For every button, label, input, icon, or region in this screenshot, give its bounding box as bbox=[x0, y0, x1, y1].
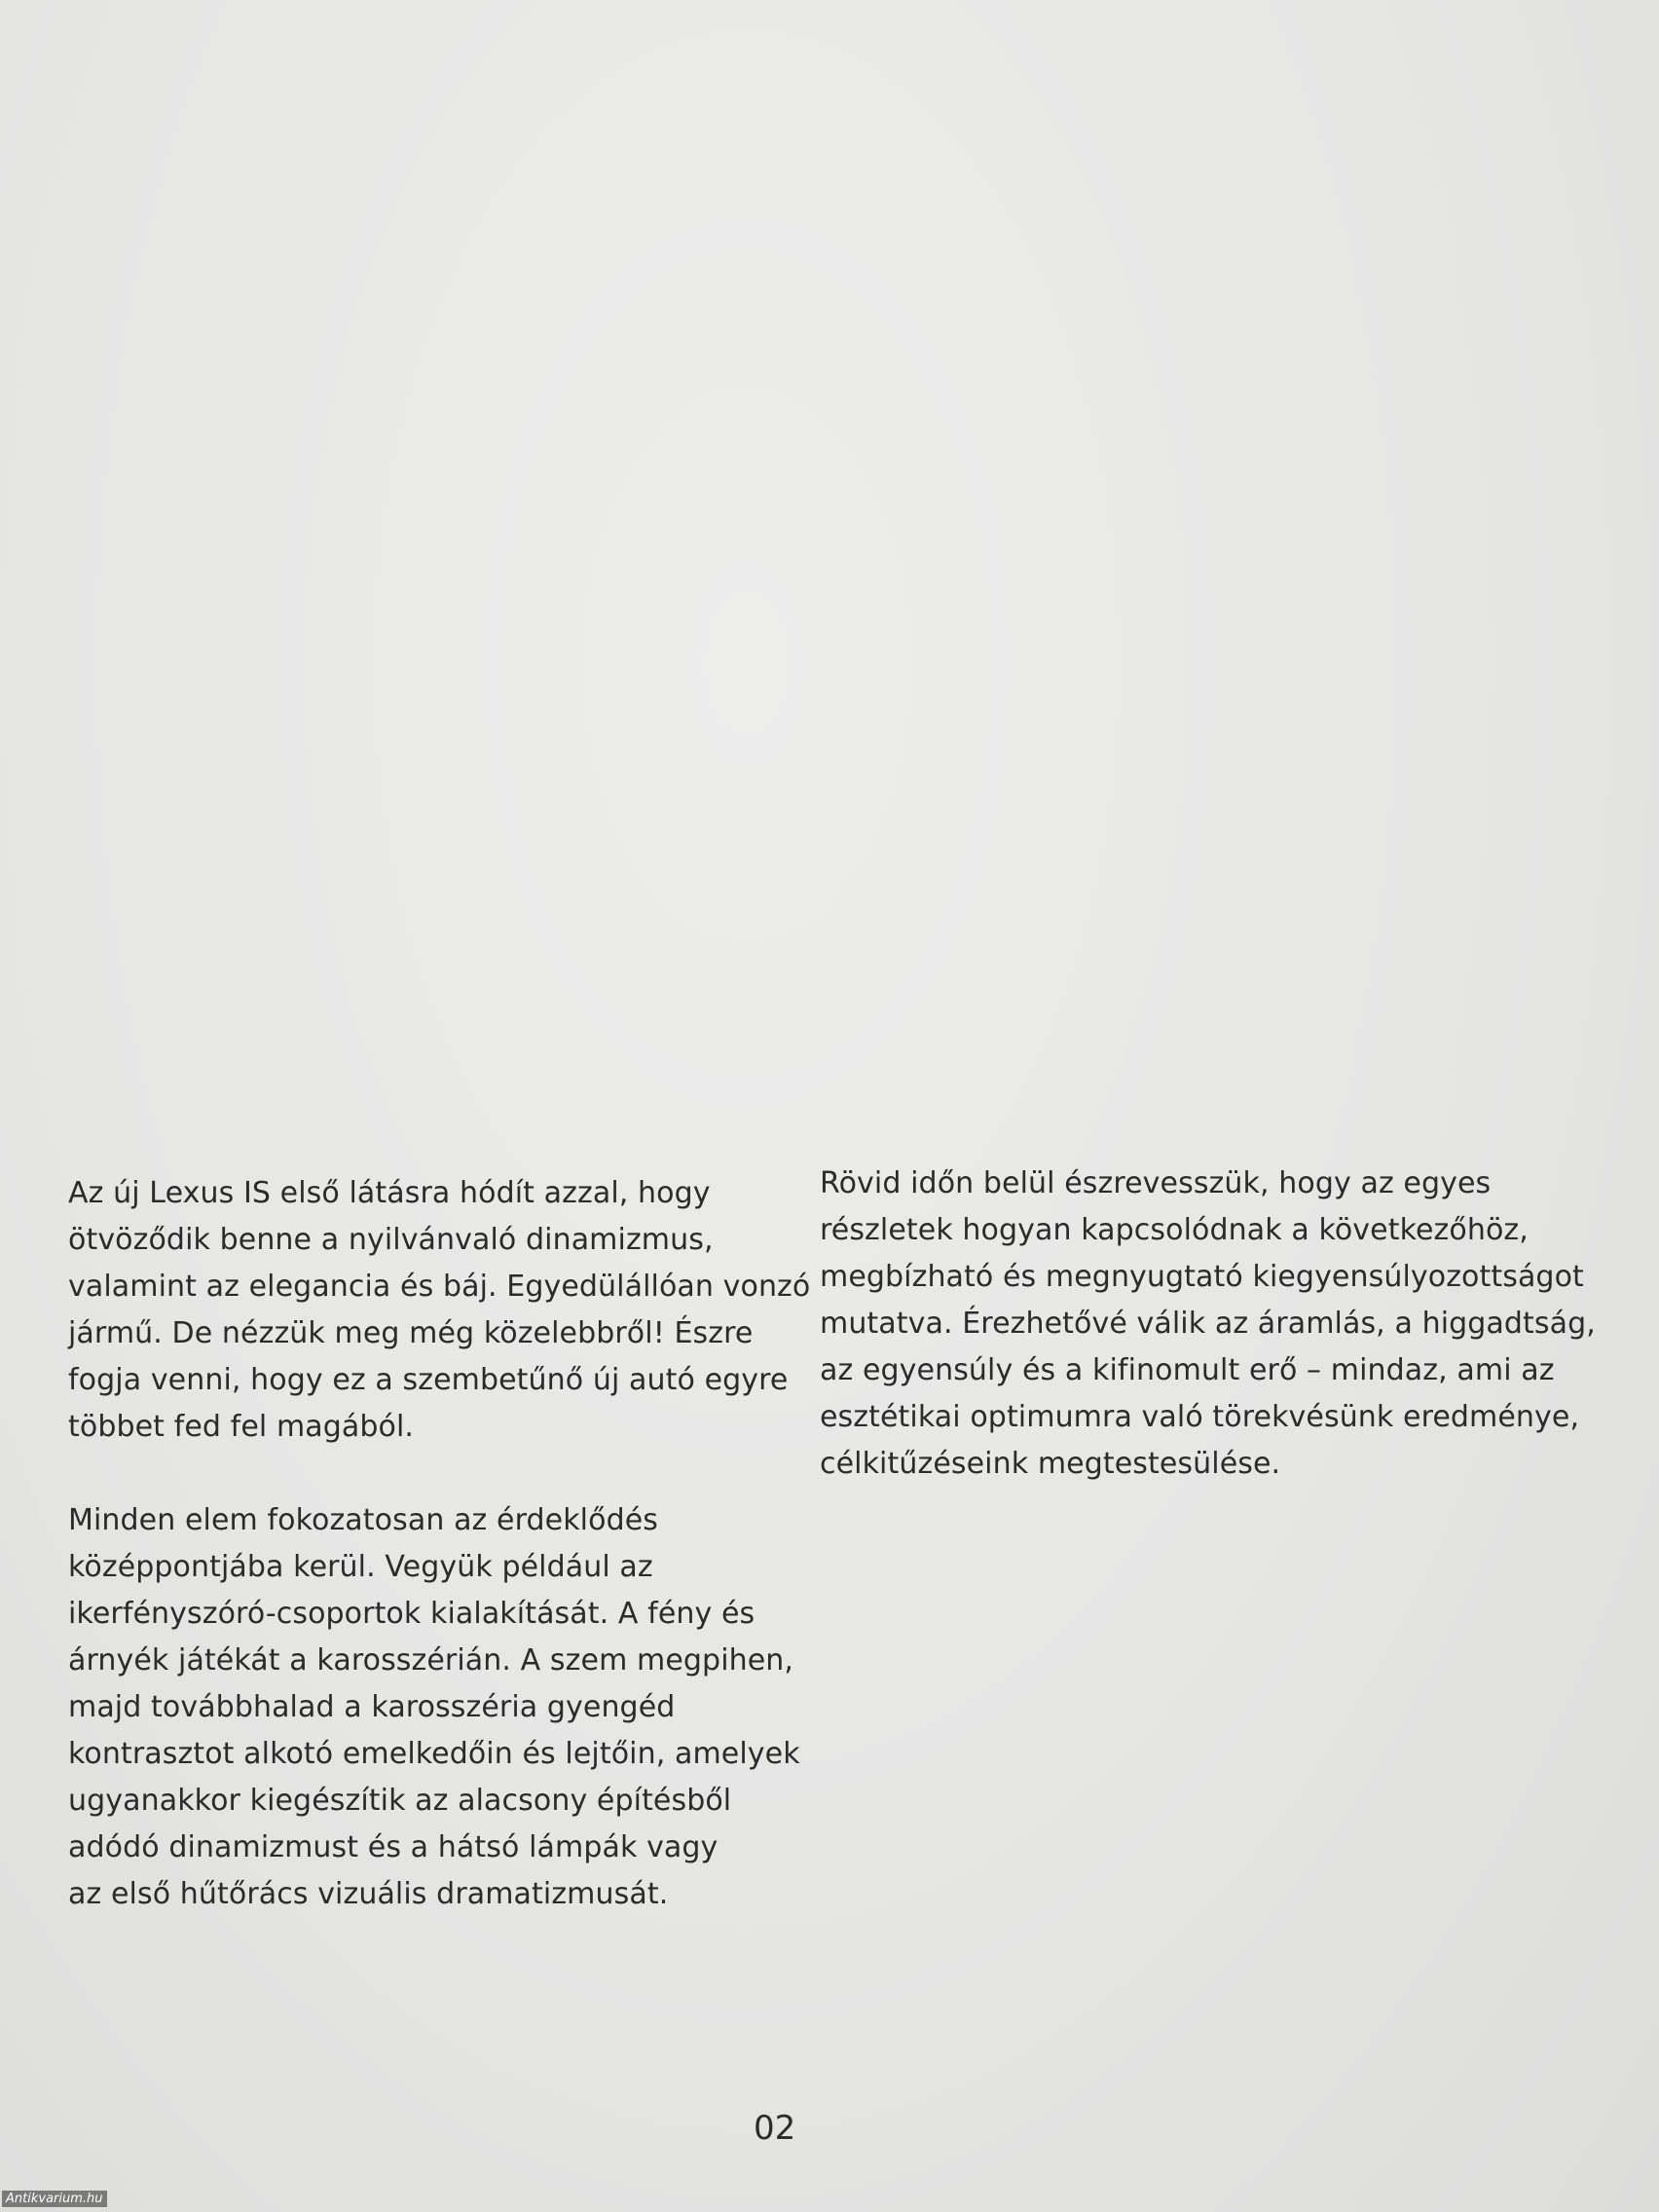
text-line: valamint az elegancia és báj. Egyedülállóan vonzó bbox=[68, 1270, 811, 1304]
text-line: majd továbbhalad a karosszéria gyengéd bbox=[68, 1690, 676, 1724]
text-line: kontrasztot alkotó emelkedőin és lejtőin, amelyek bbox=[68, 1737, 800, 1771]
text-line: mutatva. Érezhetővé válik az áramlás, a higgadtság, bbox=[820, 1307, 1596, 1341]
watermark: Antikvarium.hu bbox=[2, 2191, 107, 2207]
paragraph bbox=[68, 1497, 800, 1918]
paragraph bbox=[820, 1161, 1596, 1488]
text-line: Rövid időn belül észrevesszük, hogy az egyes bbox=[820, 1166, 1492, 1200]
text-line: jármű. De nézzük meg még közelebbről! Észre bbox=[68, 1316, 754, 1350]
text-line: többet fed fel magából. bbox=[68, 1410, 415, 1444]
text-line: ikerfényszóró-csoportok kialakítását. A fény és bbox=[68, 1597, 756, 1631]
left-text-column bbox=[68, 1170, 811, 1918]
text-line: Az új Lexus IS első látásra hódít azzal, hogy bbox=[68, 1176, 711, 1210]
text-line: fogja venni, hogy ez a szembetűnő új autó egyre bbox=[68, 1363, 789, 1397]
text-line: ugyanakkor kiegészítik az alacsony építésből bbox=[68, 1784, 732, 1818]
text-line: középpontjába kerül. Vegyük például az bbox=[68, 1550, 653, 1584]
text-line: ötvöződik benne a nyilvánvaló dinamizmus, bbox=[68, 1223, 714, 1257]
text-line: Minden elem fokozatosan az érdeklődés bbox=[68, 1503, 658, 1537]
text-line: árnyék játékát a karosszérián. A szem megpihen, bbox=[68, 1643, 794, 1677]
text-line: az egyensúly és a kifinomult erő – mindaz, ami az bbox=[820, 1353, 1555, 1387]
text-line: célkitűzéseink megtestesülése. bbox=[820, 1447, 1281, 1481]
right-text-column bbox=[820, 1161, 1596, 1488]
text-line: esztétikai optimumra való törekvésünk eredménye, bbox=[820, 1400, 1580, 1434]
text-line: adódó dinamizmust és a hátsó lámpák vagy bbox=[68, 1830, 719, 1864]
paragraph bbox=[68, 1170, 811, 1451]
text-line: részletek hogyan kapcsolódnak a következőhöz, bbox=[820, 1213, 1529, 1247]
text-line: az első hűtőrács vizuális dramatizmusát. bbox=[68, 1877, 669, 1911]
page-number: 02 bbox=[754, 2109, 796, 2148]
text-line: megbízható és megnyugtató kiegyensúlyozottságot bbox=[820, 1260, 1584, 1294]
